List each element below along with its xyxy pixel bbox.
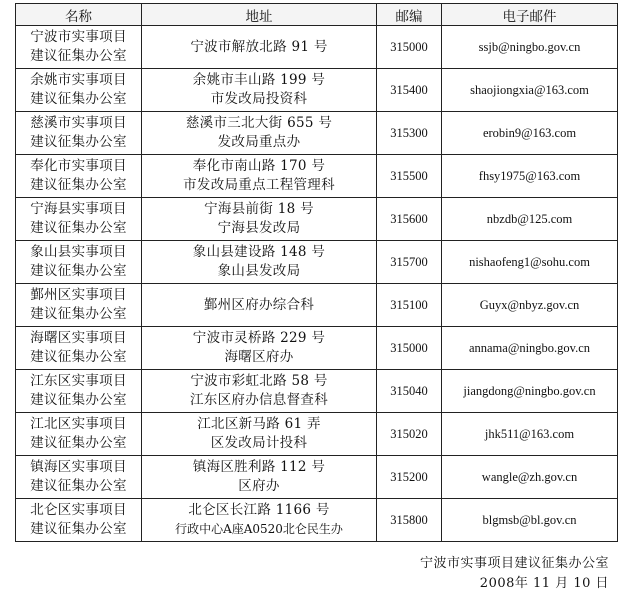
office-name-line: 鄞州区实事项目 bbox=[30, 287, 127, 303]
email-cell: nbzdb@125.com bbox=[442, 198, 618, 241]
address-line: 镇海区胜利路 112 号 bbox=[192, 459, 326, 475]
table-row bbox=[16, 284, 618, 327]
footer-date: 2008年 11 月 10 日 bbox=[479, 576, 609, 591]
address-line: 慈溪市三北大街 655 号 bbox=[185, 115, 333, 131]
office-name-line: 奉化市实事项目 bbox=[30, 158, 127, 174]
address-line: 海曙区府办 bbox=[224, 349, 294, 365]
postcode-cell: 315200 bbox=[377, 456, 442, 499]
office-name-line: 建议征集办公室 bbox=[30, 48, 127, 64]
header-address: 地址 bbox=[142, 4, 377, 26]
office-name-line: 江东区实事项目 bbox=[30, 373, 127, 389]
office-name-line: 建议征集办公室 bbox=[30, 435, 127, 451]
postcode-cell: 315000 bbox=[377, 26, 442, 69]
office-name-line: 建议征集办公室 bbox=[30, 220, 127, 236]
postcode-cell: 315500 bbox=[377, 155, 442, 198]
table-row bbox=[16, 499, 618, 542]
address-line: 奉化市南山路 170 号 bbox=[192, 158, 326, 174]
postcode-cell: 315700 bbox=[377, 241, 442, 284]
office-name-line: 建议征集办公室 bbox=[30, 521, 127, 537]
header-email: 电子邮件 bbox=[442, 4, 618, 26]
email-cell: blgmsb@bl.gov.cn bbox=[442, 499, 618, 542]
address-cell bbox=[142, 155, 377, 198]
address-line: 江东区府办信息督查科 bbox=[190, 392, 328, 408]
office-name-line: 建议征集办公室 bbox=[30, 134, 127, 150]
office-name-line: 建议征集办公室 bbox=[30, 263, 127, 279]
office-name-line: 建议征集办公室 bbox=[30, 91, 127, 107]
address-cell bbox=[142, 456, 377, 499]
office-name-line: 建议征集办公室 bbox=[30, 478, 127, 494]
address-line: 象山县建设路 148 号 bbox=[192, 244, 326, 260]
postcode-cell: 315400 bbox=[377, 69, 442, 112]
address-cell bbox=[142, 413, 377, 456]
address-cell bbox=[142, 198, 377, 241]
table-row bbox=[16, 112, 618, 155]
address-cell bbox=[142, 284, 377, 327]
address-cell bbox=[142, 499, 377, 542]
office-name-line: 余姚市实事项目 bbox=[30, 72, 127, 88]
address-cell bbox=[142, 370, 377, 413]
address-cell bbox=[142, 327, 377, 370]
office-name-line: 镇海区实事项目 bbox=[30, 459, 127, 475]
address-line: 北仑区长江路 1166 号 bbox=[188, 502, 330, 518]
office-name-line: 象山县实事项目 bbox=[30, 244, 127, 260]
address-line: 区府办 bbox=[238, 478, 280, 494]
table-row bbox=[16, 413, 618, 456]
office-name-cell bbox=[16, 327, 142, 370]
address-line: 余姚市丰山路 199 号 bbox=[192, 72, 326, 88]
address-line: 江北区新马路 61 弄 bbox=[197, 416, 321, 432]
office-name-line: 慈溪市实事项目 bbox=[30, 115, 127, 131]
table-row bbox=[16, 26, 618, 69]
office-name-cell bbox=[16, 112, 142, 155]
office-name-cell bbox=[16, 198, 142, 241]
header-postcode: 邮编 bbox=[377, 4, 442, 26]
address-line: 行政中心A座A0520北仑民生办 bbox=[175, 522, 343, 536]
table-row bbox=[16, 241, 618, 284]
table-row bbox=[16, 198, 618, 241]
email-cell: erobin9@163.com bbox=[442, 112, 618, 155]
email-cell: jiangdong@ningbo.gov.cn bbox=[442, 370, 618, 413]
email-cell: Guyx@nbyz.gov.cn bbox=[442, 284, 618, 327]
email-cell: fhsy1975@163.com bbox=[442, 155, 618, 198]
email-cell: wangle@zh.gov.cn bbox=[442, 456, 618, 499]
address-line: 宁海县前街 18 号 bbox=[204, 201, 314, 217]
office-name-cell bbox=[16, 456, 142, 499]
address-line: 发改局重点办 bbox=[217, 134, 301, 150]
office-name-line: 海曙区实事项目 bbox=[30, 330, 127, 346]
address-line: 市发改局重点工程管理科 bbox=[183, 177, 335, 193]
email-cell: nishaofeng1@sohu.com bbox=[442, 241, 618, 284]
postcode-cell: 315600 bbox=[377, 198, 442, 241]
email-cell: shaojiongxia@163.com bbox=[442, 69, 618, 112]
table-header-row bbox=[16, 4, 618, 26]
email-cell: ssjb@ningbo.gov.cn bbox=[442, 26, 618, 69]
email-cell: annama@ningbo.gov.cn bbox=[442, 327, 618, 370]
office-name-cell bbox=[16, 69, 142, 112]
address-line: 宁海县发改局 bbox=[217, 220, 301, 236]
postcode-cell: 315800 bbox=[377, 499, 442, 542]
office-name-cell bbox=[16, 155, 142, 198]
email-cell: jhk511@163.com bbox=[442, 413, 618, 456]
office-name-line: 建议征集办公室 bbox=[30, 392, 127, 408]
address-line: 市发改局投资科 bbox=[210, 91, 308, 107]
office-name-cell bbox=[16, 284, 142, 327]
table-row bbox=[16, 155, 618, 198]
office-name-line: 建议征集办公室 bbox=[30, 177, 127, 193]
office-name-line: 宁海县实事项目 bbox=[30, 201, 127, 217]
office-name-line: 建议征集办公室 bbox=[30, 349, 127, 365]
office-name-line: 北仑区实事项目 bbox=[30, 502, 127, 518]
table-row bbox=[16, 327, 618, 370]
table-row bbox=[16, 370, 618, 413]
postcode-cell: 315100 bbox=[377, 284, 442, 327]
office-name-cell bbox=[16, 413, 142, 456]
address-line: 象山县发改局 bbox=[217, 263, 301, 279]
address-line: 宁波市解放北路 91 号 bbox=[190, 38, 328, 55]
address-line: 鄞州区府办综合科 bbox=[203, 296, 315, 313]
contacts-table bbox=[15, 3, 618, 542]
postcode-cell: 315040 bbox=[377, 370, 442, 413]
address-cell bbox=[142, 26, 377, 69]
office-name-cell bbox=[16, 370, 142, 413]
office-name-line: 建议征集办公室 bbox=[30, 306, 127, 322]
postcode-cell: 315020 bbox=[377, 413, 442, 456]
address-line: 宁波市彩虹北路 58 号 bbox=[190, 373, 328, 389]
office-name-cell bbox=[16, 241, 142, 284]
office-name-cell bbox=[16, 499, 142, 542]
office-name-cell bbox=[16, 26, 142, 69]
address-line: 区发改局计投科 bbox=[210, 435, 308, 451]
office-name-line: 宁波市实事项目 bbox=[30, 29, 127, 45]
address-line: 宁波市灵桥路 229 号 bbox=[192, 330, 326, 346]
postcode-cell: 315000 bbox=[377, 327, 442, 370]
office-name-line: 江北区实事项目 bbox=[30, 416, 127, 432]
address-cell bbox=[142, 69, 377, 112]
footer-organization: 宁波市实事项目建议征集办公室 bbox=[419, 556, 609, 571]
header-name: 名称 bbox=[16, 4, 142, 26]
postcode-cell: 315300 bbox=[377, 112, 442, 155]
table-row bbox=[16, 456, 618, 499]
table-row bbox=[16, 69, 618, 112]
address-cell bbox=[142, 241, 377, 284]
address-cell bbox=[142, 112, 377, 155]
